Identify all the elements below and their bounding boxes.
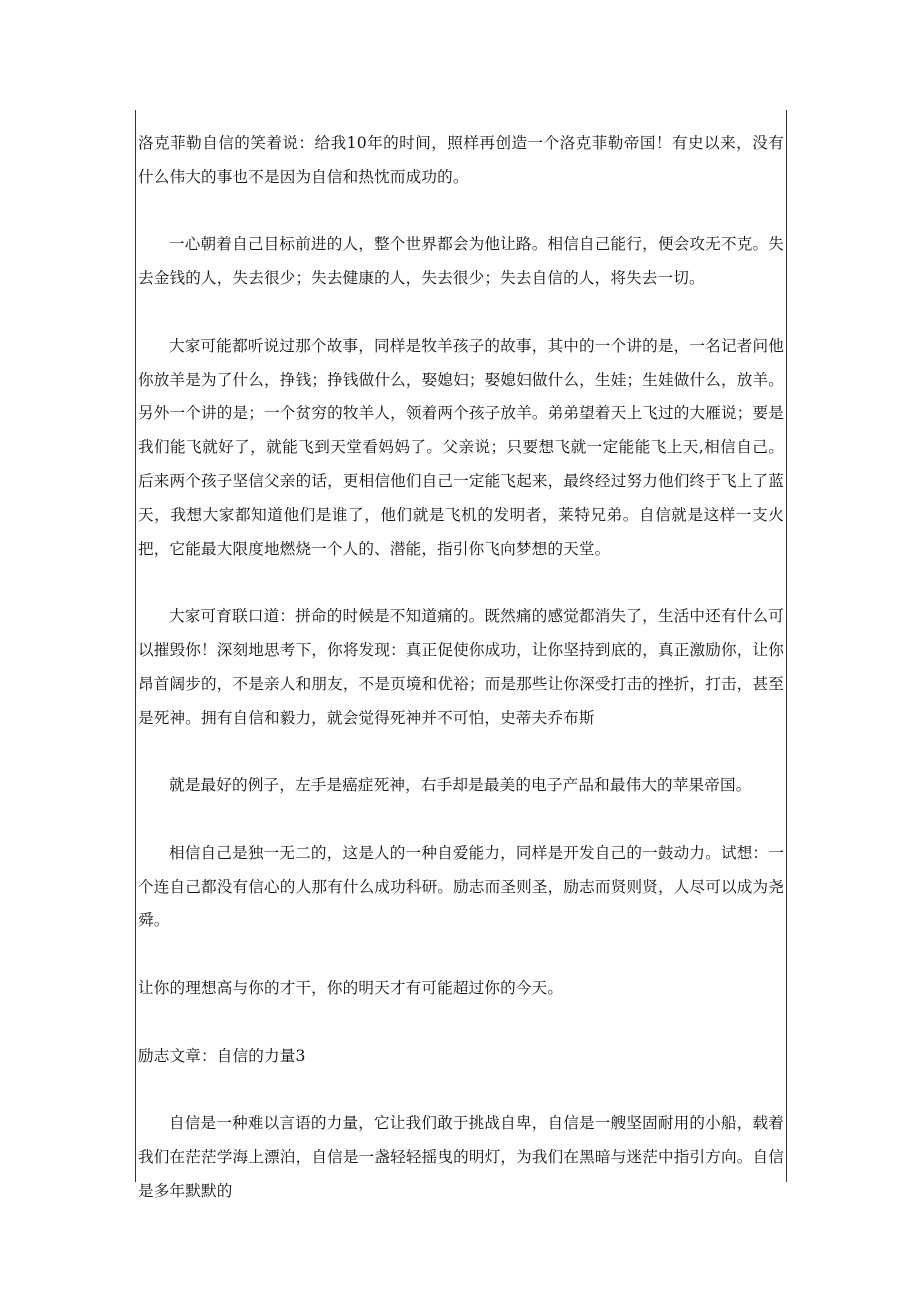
paragraph-apple-example: 就是最好的例子，左手是癌症死神，右手却是最美的电子产品和最伟大的苹果帝国。 <box>169 776 752 795</box>
left-margin-rule <box>135 110 136 1182</box>
right-margin-rule <box>786 110 787 1182</box>
paragraph-unique: 相信自己是独一无二的，这是人的一种自爱能力，同样是开发自己的一鼓动力。试想：一个连自己都没有信心的人那有什么成功科研。励志而圣则圣，励志而贤则贤，人尽可以成为尧舜。 <box>138 843 784 930</box>
paragraph-confidence-power: 自信是一种难以言语的力量，它让我们敢于挑战自卑，自信是一艘坚固耐用的小船，载着我们在茫茫学海上漂泊，自信是一盏轻轻摇曳的明灯，为我们在黑暗与迷茫中指引方向。自信是多年默默的 <box>138 1114 784 1200</box>
paragraph-ideal: 让你的理想高与你的才干，你的明天才有可能超过你的今天。 <box>138 978 564 997</box>
section-heading: 励志文章：自信的力量3 <box>138 1046 306 1065</box>
paragraph-no-pain: 大家可育联口道：拼命的时候是不知道痛的。既然痛的感觉都消失了，生活中还有什么可以摧毁你！深刻地思考下，你将发现：真正促使你成功，让你坚持到底的，真正激励你，让你昂首阔步的，不是亲人和朋友，不是页境和优裕；而是那些让你深受打击的挫折，打击，甚至是死神。拥有自信和毅力，就会觉得死神并不可怕，史蒂夫乔布斯 <box>138 607 784 727</box>
document-body <box>138 127 784 1209</box>
paragraph-rockefeller: 洛克菲勒自信的笑着说：给我10年的时间，照样再创造一个洛克菲勒帝国！有史以来，没有什么伟大的事也不是因为自信和热忱而成功的。 <box>138 134 784 186</box>
paragraph-goal: 一心朝着自己目标前进的人，整个世界都会为他让路。相信自己能行，便会攻无不克。失去金钱的人，失去很少；失去健康的人，失去很少；失去自信的人，将失去一切。 <box>138 235 784 288</box>
document-page <box>135 110 787 1200</box>
paragraph-shepherd-story: 大家可能都听说过那个故事，同样是牧羊孩子的故事，其中的一个讲的是，一名记者问他你放羊是为了什么，挣钱；挣钱做什么，娶媳妇；娶媳妇做什么，生娃；生娃做什么，放羊。另外一个讲的是；一个贫穷的牧羊人，领着两个孩子放羊。弟弟望着天上飞过的大雁说；要是我们能飞就好了，就能飞到天堂看妈妈了。父亲说；只要想飞就一定能能飞上天,相信自己。后来两个孩子坚信父亲的话，更相信他们自己一定能飞起来，最终经过努力他们终于飞上了蓝天，我想大家都知道他们是谁了，他们就是飞机的发明者，莱特兄弟。自信就是这样一支火把，它能最大限度地燃烧一个人的、潜能，指引你飞向梦想的天堂。 <box>138 336 784 558</box>
